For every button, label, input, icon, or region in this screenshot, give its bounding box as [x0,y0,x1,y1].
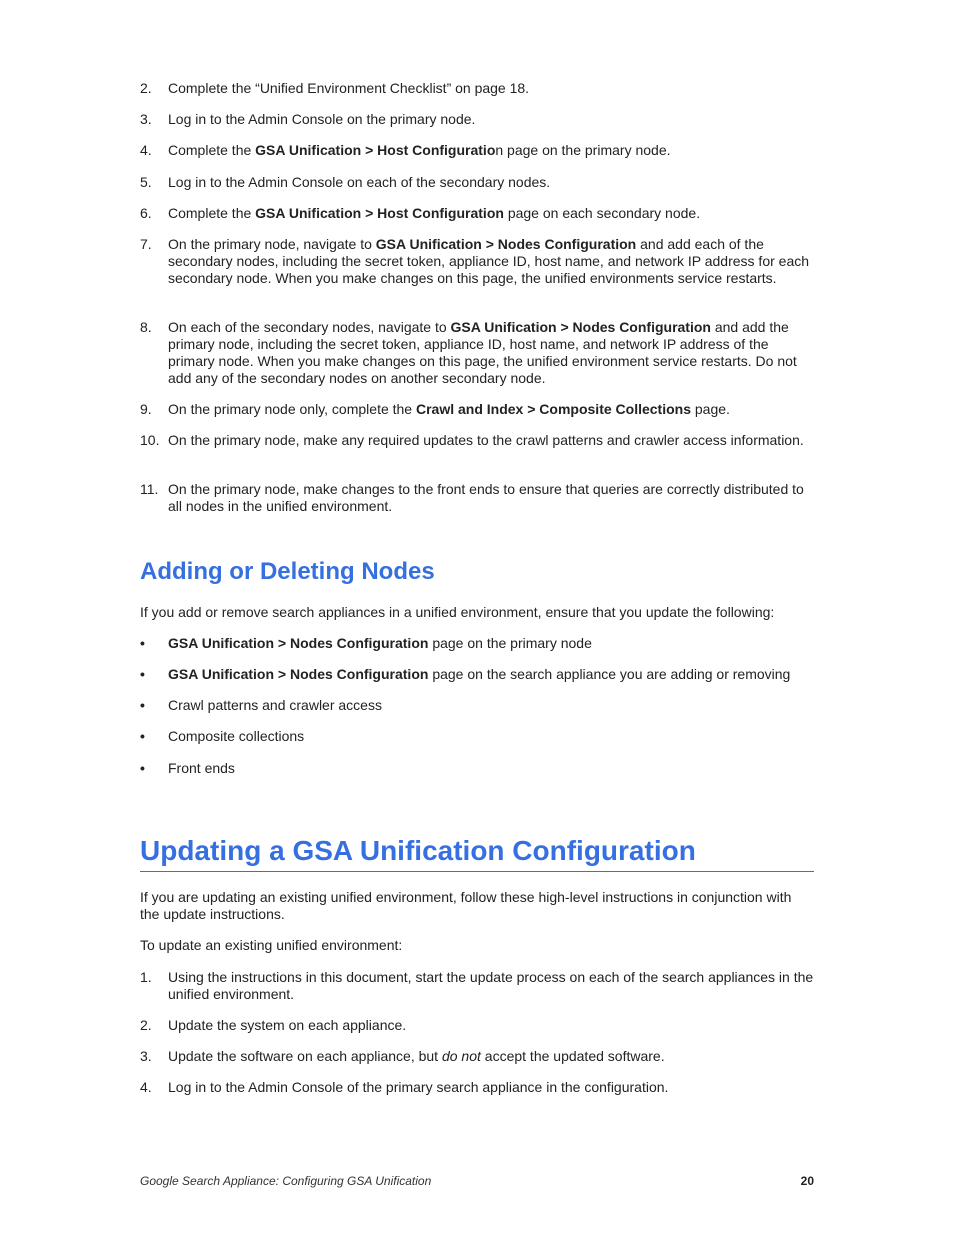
bold-text: GSA Unification > Host Configuratio [255,142,496,158]
list-item [140,319,814,387]
italic-text: do not [441,1048,481,1064]
text-run: Composite collections [168,728,305,744]
step-text [168,969,814,1003]
bullet-item [140,666,814,683]
step-number: 7. [140,236,152,252]
bullet-item [140,697,814,714]
step-text [168,1048,814,1065]
text-run: page on the search appliance you are adding or removing [428,666,791,682]
bold-text: GSA Unification > Nodes Configuration [168,635,429,651]
list-item [140,481,814,515]
bullet-text [168,728,814,745]
bullet-text [168,697,814,714]
bold-text: GSA Unification > Nodes Configuration [168,666,429,682]
list-item [140,142,814,159]
list-item [140,1079,814,1096]
step-number: 9. [140,401,152,417]
text-run: page on the primary node [428,635,592,651]
bullet-item [140,760,814,777]
text-run: Update the software on each appliance, but [168,1048,442,1064]
text-run: On the primary node, make changes to the front ends to ensure that queries are correctly distributed to all nodes in the unified environment. [168,481,804,514]
step-text [168,111,814,128]
text-run: Log in to the Admin Console of the primary search appliance in the configuration. [168,1079,669,1095]
step-text [168,432,814,449]
text-run: Using the instructions in this document, start the update process on each of the search appliances in the unified environment. [168,969,814,1002]
chapter-intro: If you are updating an existing unified environment, follow these high-level instructions in conjunction with the update instructions. [140,889,792,922]
text-run: and add the primary node, including the secret token, appliance ID, host name, and network IP address of the primary node. When you make changes on this page, the unified environment service restarts. Do not add any of the secondary nodes on another secondary node. [168,319,797,386]
bullet-text [168,666,814,683]
bold-text: Crawl and Index > Composite Collections [415,401,691,417]
text-run: Complete the [168,142,256,158]
bullet-text [168,635,814,652]
step-number: 2. [140,1017,152,1033]
text-run: page. [690,401,730,417]
list-item [140,1017,814,1034]
section-intro: If you add or remove search appliances in a unified environment, ensure that you update the following: [140,604,775,620]
text-run: page on each secondary node. [503,205,701,221]
bold-text: GSA Unification > Host Configuration [255,205,504,221]
text-run: On the primary node, make any required updates to the crawl patterns and crawler access information. [168,432,804,448]
step-number: 4. [140,142,152,158]
text-run: Complete the “Unified Environment Checklist” on page 18. [168,80,530,96]
step-number: 4. [140,1079,152,1095]
step-text [168,80,814,97]
section-heading: Adding or Deleting Nodes [140,558,435,585]
text-run: n page on the primary node. [495,142,671,158]
step-text [168,205,814,222]
bullet-text [168,760,814,777]
bold-text: GSA Unification > Nodes Configuration [450,319,711,335]
list-item [140,401,814,418]
text-run: Log in to the Admin Console on the primary node. [168,111,476,127]
text-run: On each of the secondary nodes, navigate to [168,319,451,335]
step-number: 10. [140,432,160,448]
step-text [168,1079,814,1096]
step-text [168,401,814,418]
bullet-icon: • [140,666,145,682]
step-text [168,142,814,159]
text-run: Crawl patterns and crawler access [168,697,382,713]
step-number: 3. [140,111,152,127]
chapter-heading: Updating a GSA Unification Configuration [140,835,696,866]
list-item [140,205,814,222]
text-run: On the primary node, navigate to [168,236,376,252]
step-number: 3. [140,1048,152,1064]
step-number: 5. [140,174,152,190]
list-item [140,236,814,287]
bullet-icon: • [140,728,145,744]
list-item [140,432,814,449]
step-text [168,319,814,387]
footer-title: Google Search Appliance: Configuring GSA Unification [140,1174,432,1188]
text-run: Front ends [168,760,235,776]
bullet-icon: • [140,760,145,776]
text-run: Update the system on each appliance. [168,1017,407,1033]
page-number: 20 [800,1174,814,1188]
step-number: 11. [140,481,159,497]
chapter-lead: To update an existing unified environment: [140,937,403,953]
bullet-icon: • [140,697,145,713]
text-run: accept the updated software. [480,1048,665,1064]
step-number: 8. [140,319,152,335]
bullet-item [140,635,814,652]
list-item [140,80,814,97]
heading-rule [140,871,814,872]
list-item [140,174,814,191]
list-item [140,111,814,128]
step-text [168,174,814,191]
step-text [168,1017,814,1034]
text-run: Log in to the Admin Console on each of the secondary nodes. [168,174,551,190]
step-number: 6. [140,205,152,221]
list-item [140,1048,814,1065]
step-text [168,236,814,287]
bold-text: GSA Unification > Nodes Configuration [375,236,637,252]
step-number: 2. [140,80,152,96]
text-run: On the primary node only, complete the [168,401,416,417]
text-run: and add each of the secondary nodes, including the secret token, appliance ID, host name, and network IP address for each secondary node. When you make changes on this page, the unified environments service restarts. [168,236,810,286]
step-text [168,481,814,515]
list-item [140,969,814,1003]
bullet-item [140,728,814,745]
step-number: 1. [140,969,152,985]
text-run: Complete the [168,205,256,221]
bullet-icon: • [140,635,145,651]
